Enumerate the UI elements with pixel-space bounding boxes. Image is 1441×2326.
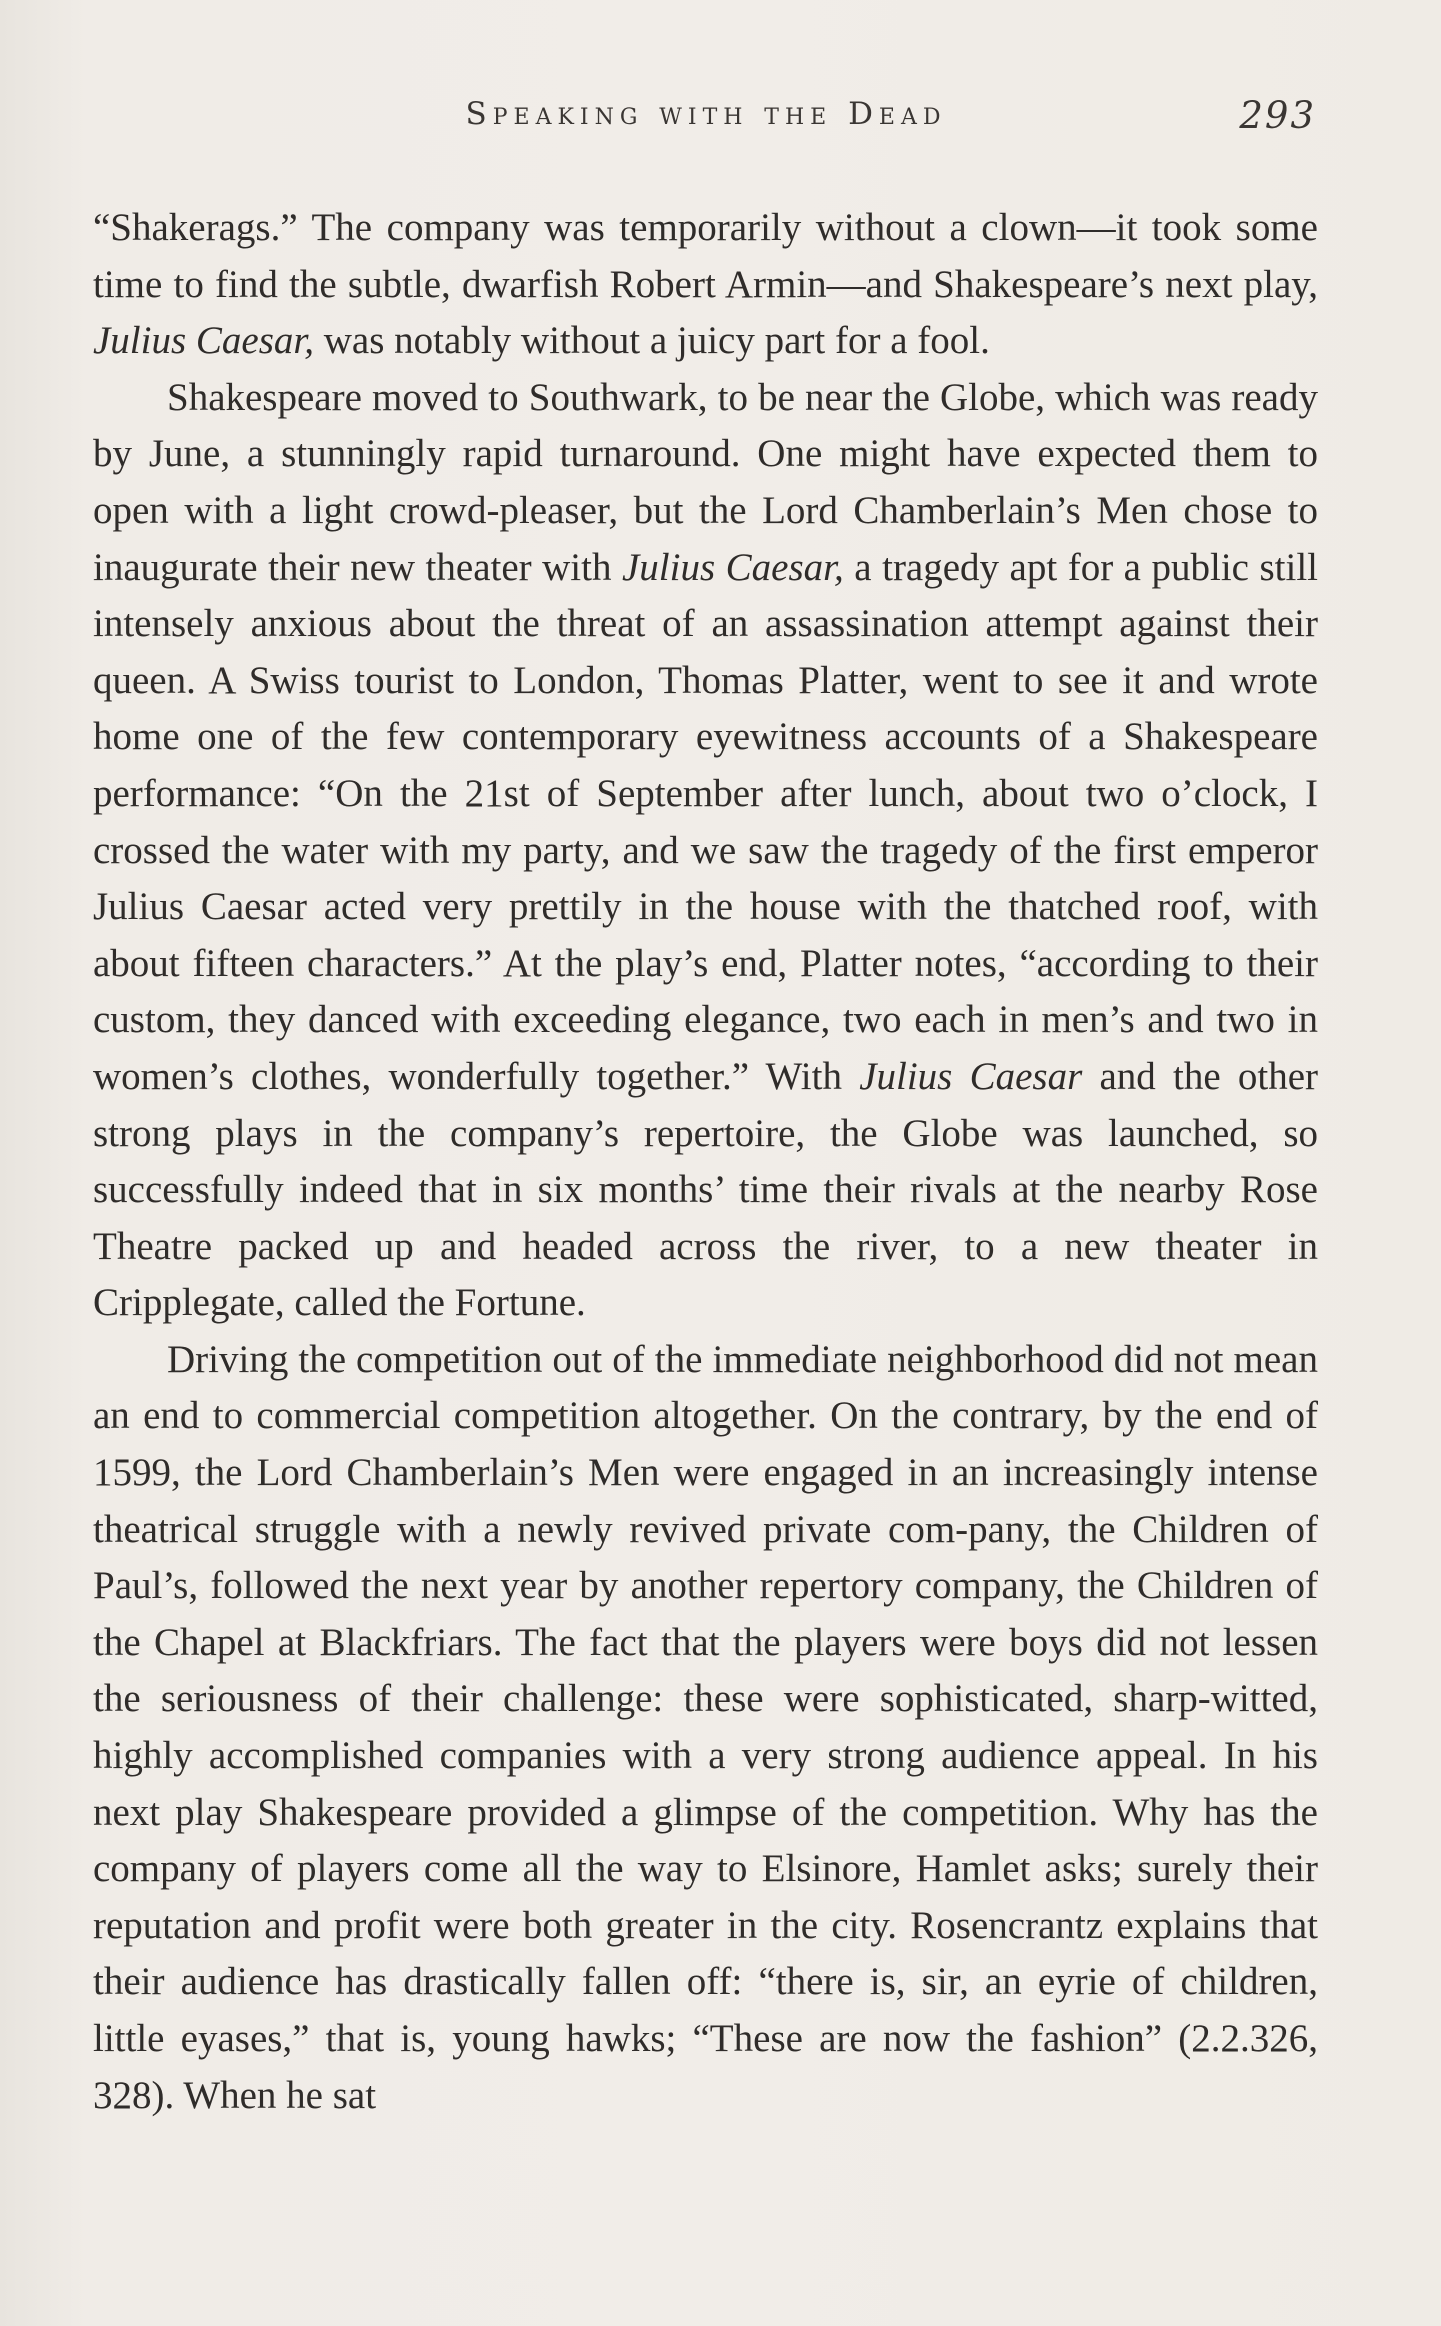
text-run: Driving the competition out of the immediate neighborhood did not mean an end to commercial competition altogether. On the contrary, by the end of 1599, the Lord Chamberlain’s Men were engaged in an increasingly intense theatrical struggle with a newly revived private com-pany, the Children of Paul’s, followed the next year by another repertory company, the Children of the Chapel at Blackfriars. The fact that the players were boys did not lessen the seriousness of their challenge: these were sophisticated, sharp-witted, highly accomplished companies with a very strong audience appeal. In his next play Shakespeare provided a glimpse of the competition. Why has the company of players come all the way to Elsinore, Hamlet asks; surely their reputation and profit were both greater in the city. Rosencrantz explains that their audience has drastically fallen off: “there is, sir, an eyrie of children, little eyases,” that is, young hawks; “These are now the fashion” (2.2.326, 328). When he sat: [93, 1337, 1318, 2117]
page-number: 293: [1239, 94, 1316, 137]
italic-title: Julius Caesar: [859, 1054, 1083, 1098]
text-run: and the other strong plays in the company’s repertoire, the Globe was launched, so successfully indeed that in six months’ time their rivals at the nearby Rose Theatre packed up and headed across the river, to a new theater in Cripplegate, called the Fortune.: [93, 1054, 1319, 1325]
paragraph: [93, 370, 1318, 1332]
italic-title: Julius Caesar,: [93, 319, 315, 363]
italic-title: Julius Caesar,: [622, 545, 844, 589]
running-head: [96, 96, 1316, 146]
paragraph: [93, 1332, 1318, 2124]
paragraph: [93, 200, 1318, 370]
text-run: was notably without a juicy part for a fool.: [314, 319, 990, 363]
text-run: a tragedy apt for a public still intensely anxious about the threat of an assassination attempt against their queen. A Swiss tourist to London, Thomas Platter, went to see it and wrote home one of the few contemporary eyewitness accounts of a Shakespeare performance: “On the 21st of September after lunch, about two o’clock, I crossed the water with my party, and we saw the tragedy of the first emperor Julius Caesar acted very prettily in the house with the thatched roof, with about fifteen characters.” At the play’s end, Platter notes, “according to their custom, they danced with exceeding elegance, two each in men’s and two in women’s clothes, wonderfully together.” With: [93, 545, 1319, 1098]
text-run: “Shakerags.” The company was temporarily without a clown—it took some time to find the subtle, dwarfish Robert Armin—and Shakespeare’s next play,: [93, 206, 1318, 306]
text-run: Shakespeare moved to Southwark, to be near the Globe, which was ready by June, a stunningly rapid turnaround. One might have expected them to open with a light crowd-pleaser, but the Lord Chamberlain’s Men chose to inaugurate their new theater with: [93, 375, 1318, 589]
body-text: [93, 200, 1318, 2124]
running-title: Speaking with the Dead: [465, 96, 947, 132]
